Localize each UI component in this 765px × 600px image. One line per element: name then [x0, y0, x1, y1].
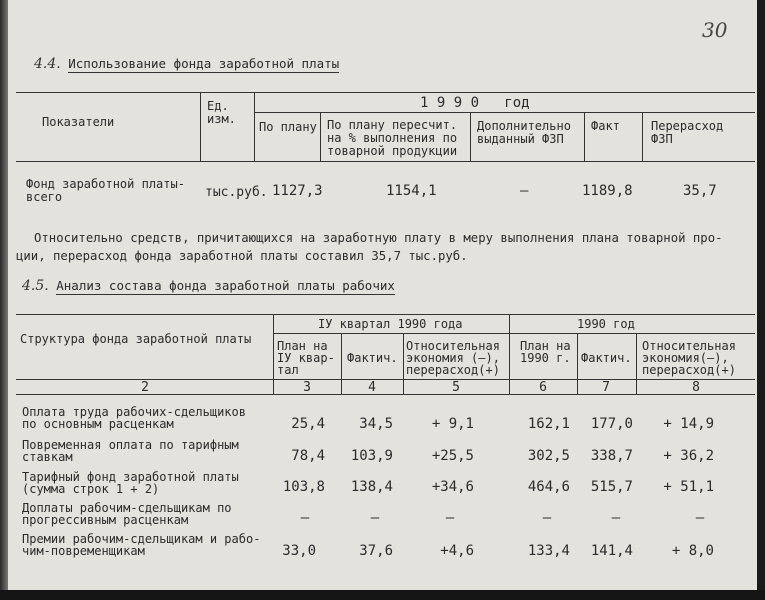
header-additional-line1: Дополнительно: [477, 119, 571, 133]
header-indicators: Показатели: [42, 115, 115, 129]
section-4-4-heading: [34, 56, 339, 72]
table-cell: 103,9: [350, 448, 393, 464]
header-year-rel-line2: экономия(–),: [642, 351, 729, 365]
header-group-year-1990: 1990 год: [577, 317, 635, 331]
row-label-line2: всего: [26, 190, 63, 204]
table-cell: 33,0: [282, 543, 316, 559]
header-overspend-line1: Перерасход: [651, 119, 724, 133]
header-structure: Структура фонда заработной платы: [20, 332, 252, 346]
table-row-label: Оплата труда рабочих-сдельщиков: [22, 405, 246, 419]
header-q4-plan-line1: План на: [277, 339, 328, 353]
header-q4-plan-line3: тал: [277, 363, 299, 377]
table-cell: 141,4: [590, 543, 633, 559]
column-number: 2: [141, 380, 149, 395]
header-q4-rel-line3: перерасход(+): [406, 363, 500, 377]
table-cell: + 14,9: [663, 416, 714, 432]
header-unit-line1: Ед.: [207, 99, 229, 113]
paragraph-line1: Относительно средств, причитающихся на заработную плату в меру выполнения плана товарной про-: [34, 231, 723, 245]
header-year-rel-line1: Относительная: [642, 339, 736, 353]
table-cell: 302,5: [527, 448, 570, 464]
page-number: 30: [702, 18, 728, 42]
table-row-label: Премии рабочим-сдельщикам и рабо-: [22, 532, 261, 546]
row-overspend-value: 35,7: [683, 183, 717, 199]
table-cell: 25,4: [291, 416, 325, 432]
header-recalc-line1: По плану пересчит.: [327, 118, 458, 132]
table-row-label: Тарифный фонд заработной платы: [22, 470, 239, 484]
section-4-4-title: Использование фонда заработной платы: [68, 56, 340, 71]
table-cell: –: [445, 510, 455, 526]
row-unit: тыс.руб.: [205, 185, 268, 200]
header-additional-line2: выданный ФЗП: [477, 132, 564, 146]
column-number: 4: [368, 380, 376, 395]
row-additional-value: –: [520, 183, 529, 199]
table-cell: 177,0: [590, 416, 633, 432]
table-cell: 103,8: [282, 479, 325, 495]
section-4-4-number: 4.4.: [34, 56, 61, 72]
table-row-label: Повременная оплата по тарифным: [22, 438, 239, 452]
header-year-plan-line2: 1990 г.: [520, 351, 571, 365]
header-year-plan-line1: План на: [520, 339, 571, 353]
row-recalc-value: 1154,1: [386, 183, 437, 199]
section-4-5-heading: [22, 278, 395, 294]
header-q4-rel-line2: экономия (–),: [406, 351, 500, 365]
table-cell: +4,6: [440, 543, 474, 559]
column-number: 5: [452, 380, 460, 395]
header-group-q4-1990: IУ квартал 1990 года: [318, 317, 463, 331]
table-row-label: прогрессивным расценкам: [22, 513, 189, 527]
row-plan-value: 1127,3: [272, 183, 323, 199]
header-year-rel-line3: перерасход(+): [642, 363, 736, 377]
table-cell: –: [611, 510, 621, 526]
table-cell: 78,4: [291, 448, 325, 464]
table-cell: + 51,1: [663, 479, 714, 495]
header-year-1990: 1 9 9 0 год: [420, 95, 530, 111]
table-cell: –: [370, 510, 380, 526]
header-fact: Факт: [591, 119, 620, 133]
section-4-5-title: Анализ состава фонда заработной платы рабочих: [56, 278, 395, 293]
page-bottom-shadow: [0, 590, 765, 600]
header-by-plan: По плану: [259, 120, 317, 134]
table-row-label: по основным расценкам: [22, 417, 174, 431]
table-cell: +34,6: [431, 479, 474, 495]
column-number: 7: [602, 380, 610, 395]
table-cell: 515,7: [590, 479, 633, 495]
table-cell: 133,4: [527, 543, 570, 559]
table-cell: 338,7: [590, 448, 633, 464]
header-overspend-line2: ФЗП: [651, 132, 673, 146]
header-recalc-line2: на % выполнения по: [327, 131, 458, 145]
table-cell: 138,4: [350, 479, 393, 495]
column-number: 3: [303, 380, 311, 395]
table-row-label: Доплаты рабочим-сдельщикам по: [22, 501, 232, 515]
row-fact-value: 1189,8: [582, 183, 633, 199]
header-q4-rel-line1: Относительная: [406, 339, 500, 353]
paragraph-line2: ции, перерасход фонда заработной платы составил 35,7 тыс.руб.: [16, 249, 468, 263]
table-cell: 37,6: [359, 543, 393, 559]
table-cell: 464,6: [527, 479, 570, 495]
table-cell: –: [695, 510, 705, 526]
table-row-label: чим-повременщикам: [22, 544, 145, 558]
table-cell: +25,5: [431, 448, 474, 464]
column-number: 8: [692, 380, 700, 395]
header-unit-line2: изм.: [207, 112, 236, 126]
table-row-label: (сумма строк 1 + 2): [22, 482, 160, 496]
column-number: 6: [539, 380, 547, 395]
table-row-label: ставкам: [22, 450, 73, 464]
table-cell: + 9,1: [431, 416, 474, 432]
header-q4-fact: Фактич.: [347, 351, 398, 365]
table-cell: 162,1: [527, 416, 570, 432]
header-recalc-line3: товарной продукции: [327, 144, 458, 158]
section-4-5-number: 4.5.: [22, 278, 49, 294]
header-q4-plan-line2: IУ квар-: [277, 351, 335, 365]
table-cell: –: [542, 510, 552, 526]
table-cell: –: [300, 510, 310, 526]
table-cell: + 8,0: [671, 543, 714, 559]
table-cell: + 36,2: [663, 448, 714, 464]
row-label-line1: Фонд заработной платы-: [26, 177, 185, 191]
table-cell: 34,5: [359, 416, 393, 432]
header-year-fact: Фактич.: [581, 351, 632, 365]
